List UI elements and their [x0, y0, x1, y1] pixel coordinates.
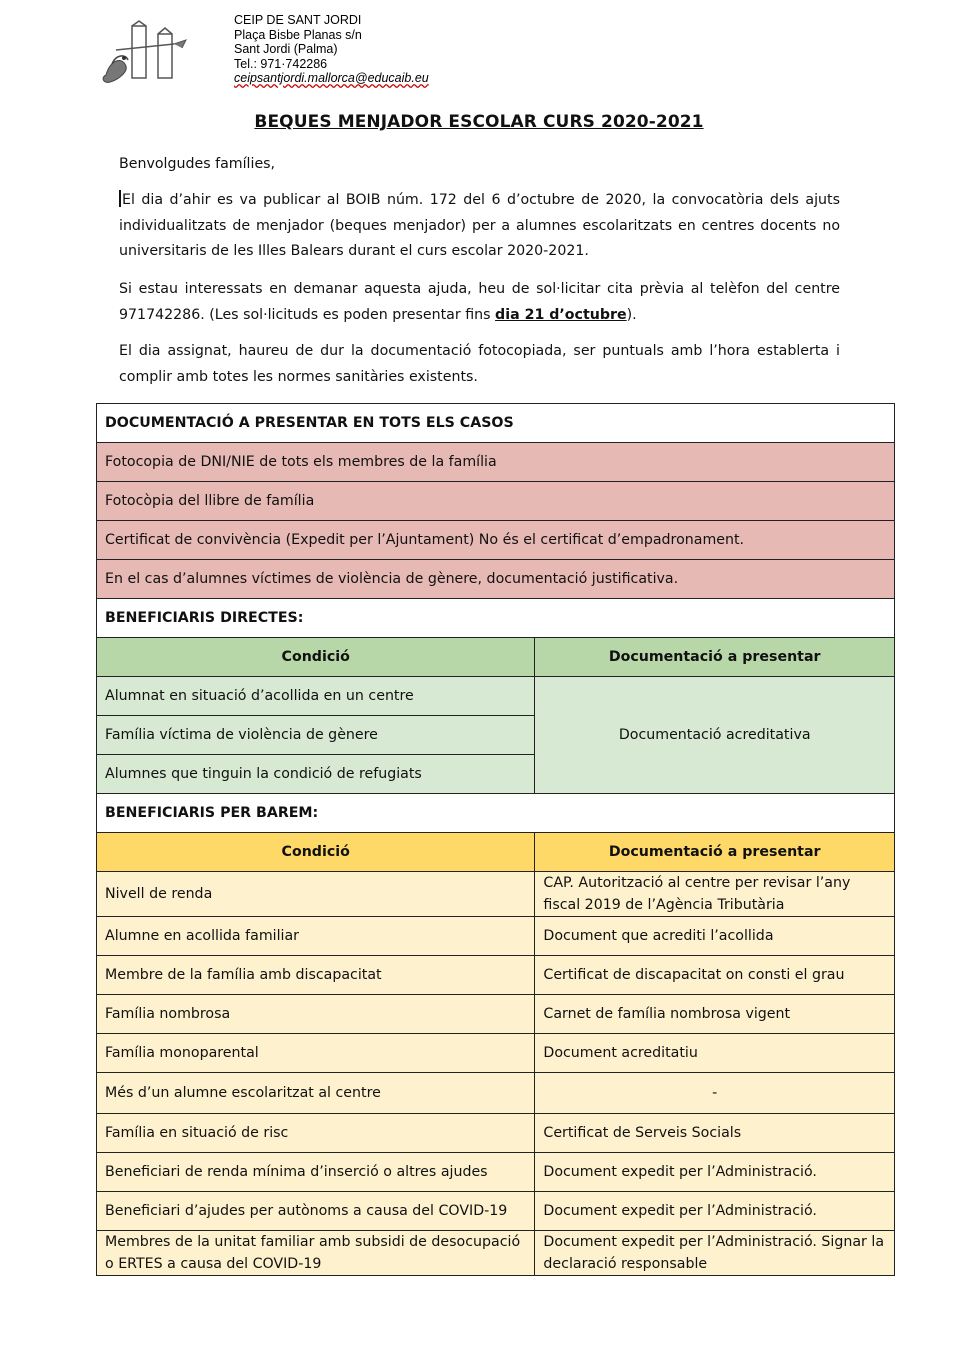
barem-condition: Més d’un alumne escolaritzat al centre: [97, 1073, 535, 1114]
table-section-header: [97, 599, 895, 638]
paragraph-request-text: Si estau interessats en demanar aquesta ajuda, heu de sol·licitar cita prèvia al telèfon del centre 971742286. (Les sol·licituds es poden presentar fins: [119, 281, 840, 323]
paragraph-request: [119, 277, 840, 328]
barem-documentation: Document acreditatiu: [535, 1034, 895, 1073]
required-doc: Fotocopia de DNI/NIE de tots els membres de la família: [97, 443, 895, 482]
column-header-condition: Condició: [97, 833, 535, 872]
table-section-header: [97, 404, 895, 443]
school-phone: Tel.: 971·742286: [234, 56, 328, 71]
barem-documentation: Carnet de família nombrosa vigent: [535, 995, 895, 1034]
direct-condition: Família víctima de violència de gènere: [97, 716, 535, 755]
table-row: [97, 677, 895, 716]
table-row: [97, 917, 895, 956]
school-city: Sant Jordi (Palma): [234, 42, 338, 56]
required-doc: Certificat de convivència (Expedit per l’Ajuntament) No és el certificat d’empadronament.: [97, 521, 895, 560]
table-row: [97, 1114, 895, 1153]
school-email-link[interactable]: ceipsantjordi.mallorca@educaib.eu: [234, 71, 429, 85]
text-cursor: [119, 190, 121, 207]
section-all-cases: DOCUMENTACIÓ A PRESENTAR EN TOTS ELS CASOS: [97, 404, 895, 443]
direct-documentation: Documentació acreditativa: [535, 677, 895, 794]
direct-condition: Alumnat en situació d’acollida en un centre: [97, 677, 535, 716]
barem-documentation: Document que acrediti l’acollida: [535, 917, 895, 956]
barem-condition: Família en situació de risc: [97, 1114, 535, 1153]
column-header-documentation: Documentació a presentar: [535, 638, 895, 677]
section-barem-beneficiaries: BENEFICIARIS PER BAREM:: [97, 794, 895, 833]
table-row: [97, 1073, 895, 1114]
paragraph-announcement-text: El dia d’ahir es va publicar al BOIB núm. 172 del 6 d’octubre de 2020, la convocatòria dels ajuts individualitzats de menjador (beques menjador) per a alumnes escolaritzats en centres docents no universitaris de les Illes Balears durant el curs escolar 2020-2021.: [119, 192, 840, 259]
section-direct-beneficiaries: BENEFICIARIS DIRECTES:: [97, 599, 895, 638]
table-column-header-row: [97, 833, 895, 872]
greeting: Benvolgudes famílies,: [119, 156, 276, 172]
barem-condition: Família nombrosa: [97, 995, 535, 1034]
table-row: [97, 560, 895, 599]
paragraph-instructions: El dia assignat, haureu de dur la documentació fotocopiada, ser puntuals amb l’hora establerta i complir amb totes les normes sanitàries existents.: [119, 343, 840, 385]
barem-documentation: Document expedit per l’Administració.: [535, 1192, 895, 1231]
school-name: CEIP DE SANT JORDI: [234, 13, 362, 27]
column-header-condition: Condició: [97, 638, 535, 677]
barem-documentation: CAP. Autorització al centre per revisar l’any fiscal 2019 de l’Agència Tributària: [535, 872, 895, 917]
table-row: [97, 1192, 895, 1231]
barem-documentation: Certificat de Serveis Socials: [535, 1114, 895, 1153]
table-row: [97, 1034, 895, 1073]
required-doc: Fotocòpia del llibre de família: [97, 482, 895, 521]
barem-condition: Família monoparental: [97, 1034, 535, 1073]
paragraph-announcement: [119, 188, 840, 265]
barem-documentation: Document expedit per l’Administració.: [535, 1153, 895, 1192]
table-row: [97, 443, 895, 482]
barem-condition: Alumne en acollida familiar: [97, 917, 535, 956]
table-row: [97, 521, 895, 560]
paragraph-request-end: ).: [626, 306, 637, 323]
barem-documentation: Document expedit per l’Administració. Signar la declaració responsable: [535, 1231, 895, 1276]
table-column-header-row: [97, 638, 895, 677]
barem-condition: Beneficiari d’ajudes per autònoms a causa del COVID-19: [97, 1192, 535, 1231]
table-row: [97, 995, 895, 1034]
documentation-table: [96, 403, 895, 1276]
column-header-documentation: Documentació a presentar: [535, 833, 895, 872]
table-row: [97, 872, 895, 917]
table-row: [97, 1153, 895, 1192]
barem-condition: Nivell de renda: [97, 872, 535, 917]
direct-condition: Alumnes que tinguin la condició de refugiats: [97, 755, 535, 794]
school-address: Plaça Bisbe Planas s/n: [234, 27, 362, 42]
required-doc: En el cas d’alumnes víctimes de violència de gènere, documentació justificativa.: [97, 560, 895, 599]
table-row: [97, 1231, 895, 1276]
school-info: [234, 13, 429, 86]
barem-condition: Beneficiari de renda mínima d’inserció o altres ajudes: [97, 1153, 535, 1192]
deadline-date: dia 21 d’octubre: [495, 306, 627, 323]
barem-documentation: Certificat de discapacitat on consti el grau: [535, 956, 895, 995]
document-title: BEQUES MENJADOR ESCOLAR CURS 2020-2021: [254, 112, 704, 132]
barem-condition: Membre de la família amb discapacitat: [97, 956, 535, 995]
school-logo: [96, 20, 192, 92]
barem-condition: Membres de la unitat familiar amb subsidi de desocupació o ERTES a causa del COVID-19: [97, 1231, 535, 1276]
table-row: [97, 482, 895, 521]
barem-documentation: -: [535, 1073, 895, 1114]
table-section-header: [97, 794, 895, 833]
table-row: [97, 956, 895, 995]
